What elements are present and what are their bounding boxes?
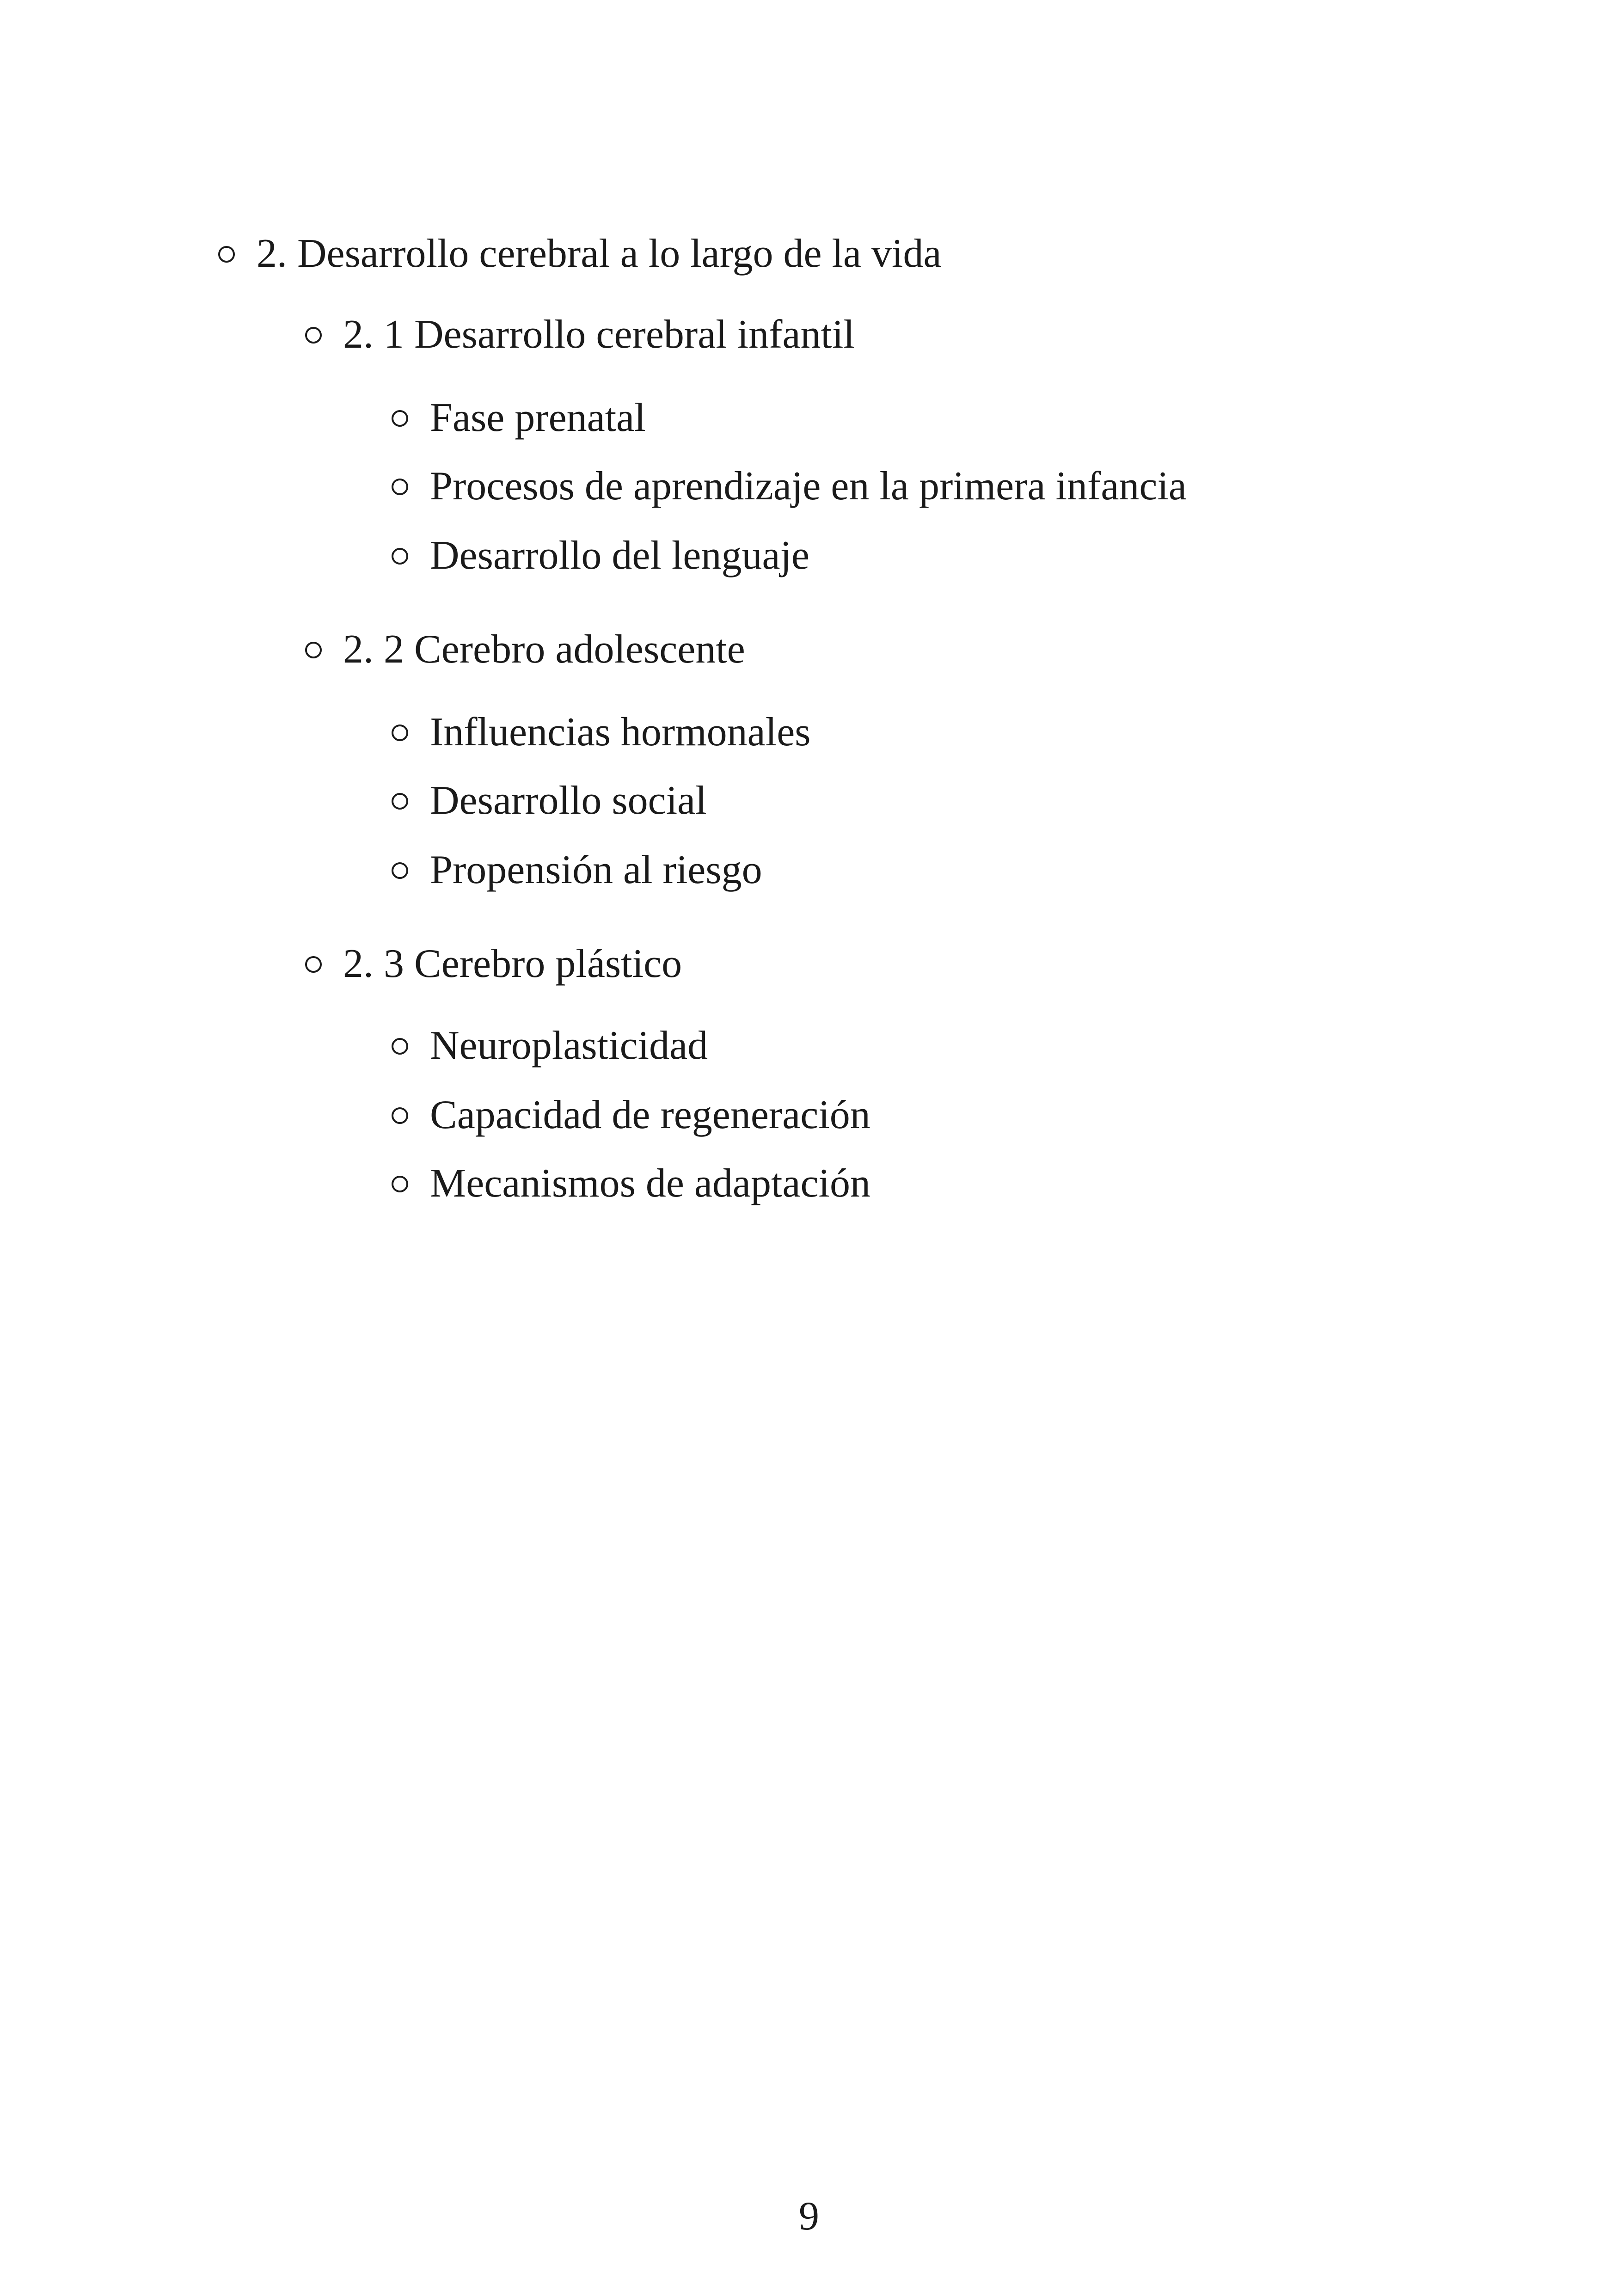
list-item: Capacidad de regeneración xyxy=(430,1093,870,1137)
list-item: Desarrollo social xyxy=(430,778,707,823)
bullet-icon xyxy=(392,724,408,741)
bullet-icon xyxy=(392,1038,408,1055)
page-number: 9 xyxy=(799,2194,819,2239)
bullet-icon xyxy=(392,479,408,495)
subsection-title: 2. 1 Desarrollo cerebral infantil xyxy=(343,312,855,357)
bullet-icon xyxy=(392,410,408,427)
bullet-icon xyxy=(392,1176,408,1192)
list-item: Influencias hormonales xyxy=(430,710,811,755)
bullet-icon xyxy=(305,327,322,344)
list-item: Desarrollo del lenguaje xyxy=(430,533,810,578)
section-title: 2. Desarrollo cerebral a lo largo de la vida xyxy=(257,231,942,276)
bullet-icon xyxy=(305,956,322,973)
list-item: Propensión al riesgo xyxy=(430,847,762,892)
bullet-icon xyxy=(392,1107,408,1124)
bullet-icon xyxy=(392,862,408,879)
bullet-icon xyxy=(305,642,322,658)
list-item: Mecanismos de adaptación xyxy=(430,1161,871,1206)
bullet-icon xyxy=(392,793,408,810)
list-item: Neuroplasticidad xyxy=(430,1023,708,1068)
list-item: Fase prenatal xyxy=(430,395,646,440)
subsection-title: 2. 3 Cerebro plástico xyxy=(343,941,682,986)
list-item: Procesos de aprendizaje en la primera infancia xyxy=(430,464,1187,509)
bullet-icon xyxy=(218,246,235,263)
subsection-title: 2. 2 Cerebro adolescente xyxy=(343,627,745,672)
bullet-icon xyxy=(392,548,408,565)
